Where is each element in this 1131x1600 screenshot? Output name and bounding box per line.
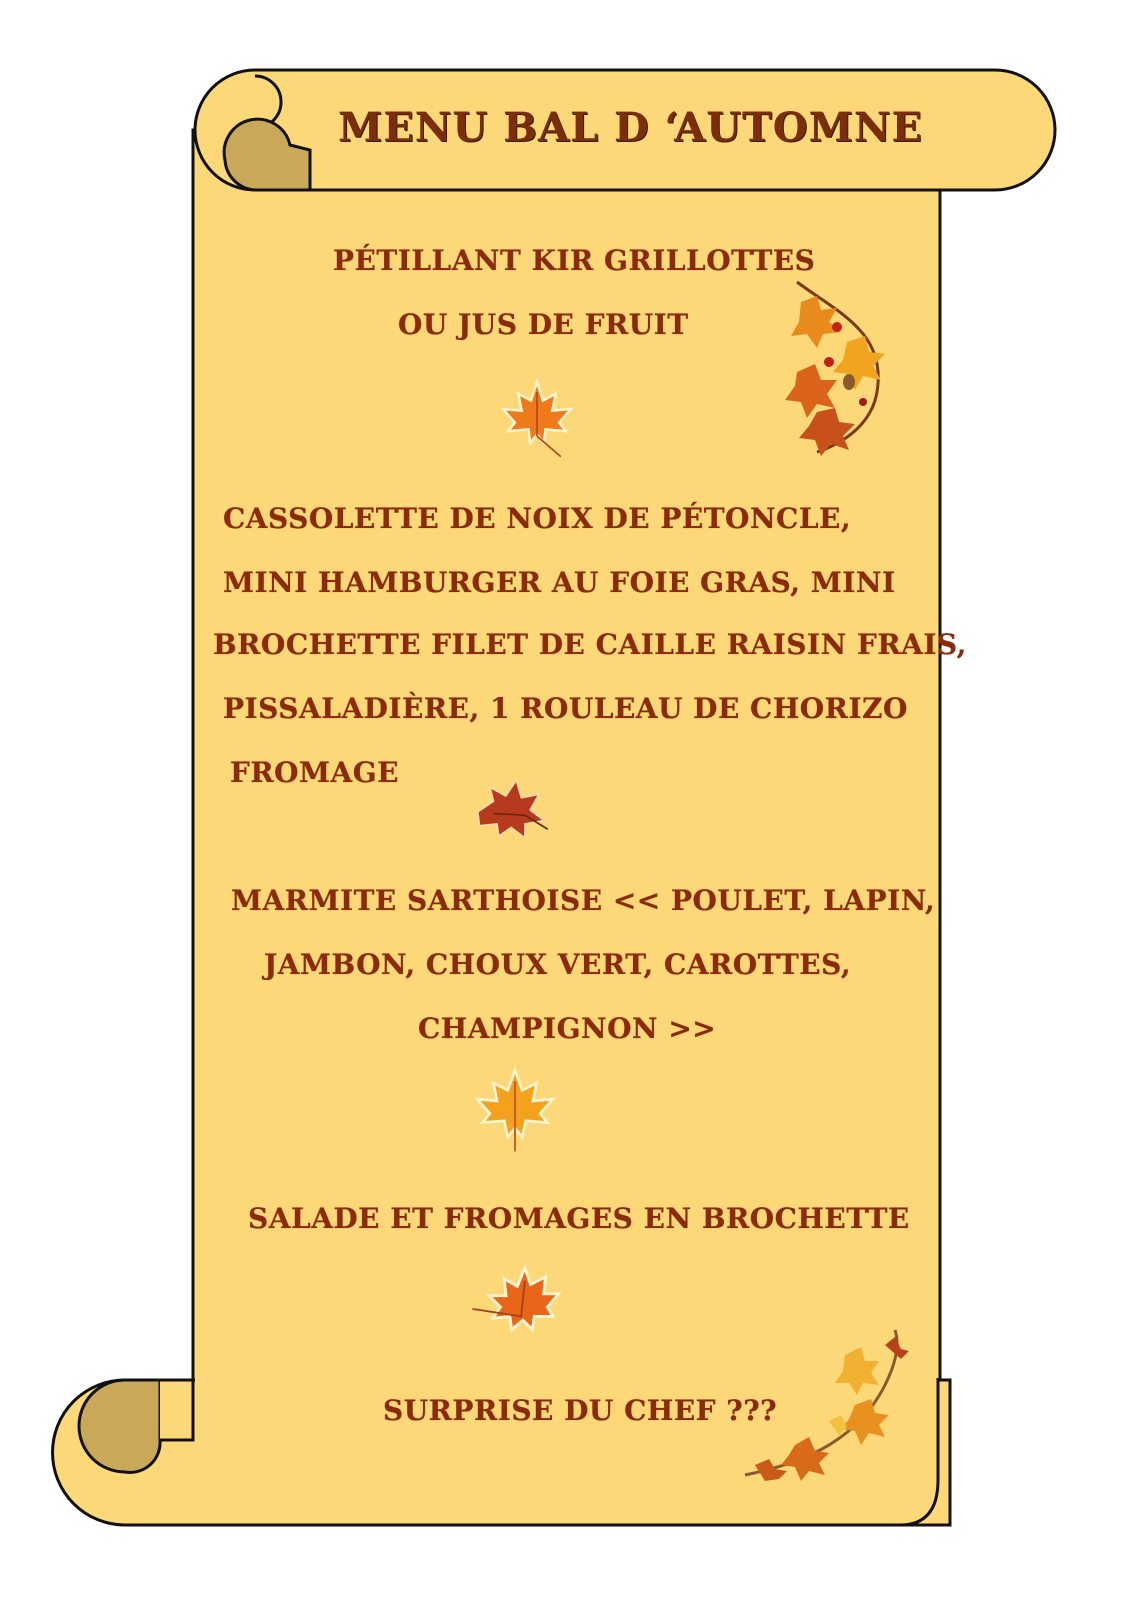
menu-title: MENU BAL D ‘AUTOMNE <box>338 104 923 151</box>
cheese-line: SALADE ET FROMAGES EN BROCHETTE <box>248 1202 910 1235</box>
autumn-leaves-bouquet-icon <box>777 272 902 457</box>
starters-line-4: PISSALADIÈRE, 1 ROULEAU DE CHORIZO <box>223 692 908 725</box>
scroll-bottom-curl <box>160 1380 193 1440</box>
starters-line-2: MINI HAMBURGER AU FOIE GRAS, MINI <box>223 566 896 599</box>
maple-leaf-icon <box>466 775 556 845</box>
maple-leaf-icon <box>492 375 582 460</box>
starters-line-3: BROCHETTE FILET DE CAILLE RAISIN FRAIS, <box>213 628 967 661</box>
dessert-line: SURPRISE DU CHEF ??? <box>383 1394 778 1427</box>
aperitif-line-1: PÉTILLANT KIR GRILLOTTES <box>333 244 816 277</box>
main-line-3: CHAMPIGNON >> <box>418 1012 717 1045</box>
starters-line-1: CASSOLETTE DE NOIX DE PÉTONCLE, <box>223 502 852 535</box>
main-line-2: JAMBON, CHOUX VERT, CAROTTES, <box>264 948 852 981</box>
main-line-1: MARMITE SARTHOISE << POULET, LAPIN, <box>231 884 936 917</box>
starters-line-5: FROMAGE <box>230 756 400 789</box>
maple-leaf-icon <box>470 1065 560 1155</box>
scroll-bottom-curl-shadow <box>79 1380 160 1472</box>
maple-leaf-icon <box>468 1262 563 1337</box>
autumn-corner-garland-icon <box>735 1325 910 1485</box>
aperitif-line-2: OU JUS DE FRUIT <box>398 308 689 341</box>
